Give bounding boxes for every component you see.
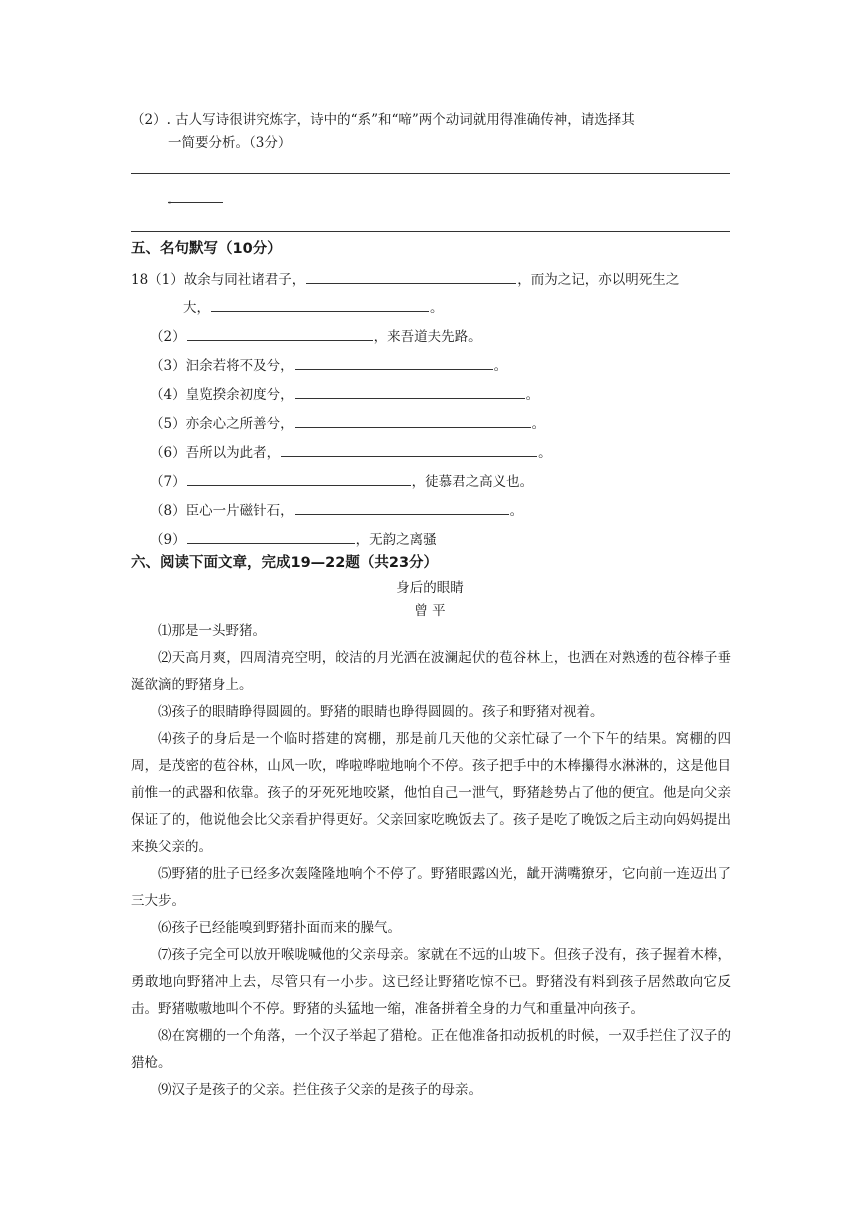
item-text-after: 。 [525,387,540,403]
answer-blank[interactable] [295,355,493,370]
answer-blank[interactable] [211,297,429,312]
dictation-item-3 [150,354,507,374]
item-text-after: ，而为之记，亦以明死生之 [517,272,680,288]
paragraph: ⑹孩子已经能嗅到野猪扑面而来的臊气。 [158,920,401,936]
paragraph: ⑺孩子完全可以放开喉咙喊他的父亲母亲。家就在不远的山坡下。但孩子没有，孩子握着木棒，勇敢地向野猪冲上去，尽管只有一小步。这已经让野猪吃惊不已。野猪没有料到孩子居然敢向它反击。野猪嗷嗷地叫个不停。野猪的头猛地一缩，准备拼着全身的力气和重量冲向孩子。 [131,947,731,1017]
item-text-before: 亦余心之所善兮， [185,416,294,432]
item-number: （7） [150,474,186,490]
paragraph: ⑶孩子的眼睛睁得圆圆的。野猪的眼睛也睁得圆圆的。孩子和野猪对视着。 [158,704,604,720]
item-text-after: ，来吾道夫先路。 [373,329,482,345]
answer-line-1 [131,173,730,174]
item-text-after: 。 [430,300,444,316]
answer-blank[interactable] [295,384,525,399]
item-number: （9） [150,532,186,548]
item-number: （4） [150,387,186,403]
answer-short-line [168,202,223,203]
dictation-item-9 [150,528,437,548]
item-text-before: 故余与同社诸君子， [183,272,306,288]
article-author: 曾 平 [414,603,446,619]
item-text-after: 。 [493,358,508,374]
item-number: （2） [150,329,186,345]
question-2-line1: （2）. 古人写诗很讲究炼字，诗中的“系”和“啼”两个动词就用得准确传神，请选择其 [131,112,635,128]
item-number: （5） [150,416,186,432]
answer-line-2 [131,231,730,232]
item-text-after: 。 [531,416,546,432]
paragraph: ⑷孩子的身后是一个临时搭建的窝棚，那是前几天他的父亲忙碌了一个下午的结果。窝棚的四周，是茂密的苞谷林，山风一吹，哗啦哗啦地响个不停。孩子把手中的木棒攥得水淋淋的，这是他目前惟一的武器和依靠。孩子的牙死死地咬紧，他怕自己一泄气，野猪趁势占了他的便宜。他是向父亲保证了的，他说他会比父亲看护得更好。父亲回家吃晚饭去了。孩子是吃了晚饭之后主动向妈妈提出来换父亲的。 [131,731,731,855]
item-text-after: ，徒慕君之高义也。 [411,474,534,490]
dictation-item-1-cont [183,296,444,316]
dictation-item-8 [150,499,523,519]
article-body [131,618,731,1104]
dictation-item-1 [131,268,679,288]
dictation-item-6 [150,441,552,461]
paragraph: ⑴那是一头野猪。 [158,623,266,639]
dictation-item-2 [150,325,482,345]
paragraph: ⑻在窝棚的一个角落，一个汉子举起了猎枪。正在他准备扣动扳机的时候，一双手拦住了汉子的猎枪。 [131,1028,731,1071]
dictation-item-5 [150,412,545,432]
section-5-title: 五、名句默写（10分） [131,241,282,257]
answer-blank[interactable] [306,269,516,284]
item-text-after: ，无韵之离骚 [355,532,437,548]
item-text-before: 汩余若将不及兮， [185,358,294,374]
answer-blank[interactable] [187,471,411,486]
paragraph: ⑼汉子是孩子的父亲。拦住孩子父亲的是孩子的母亲。 [158,1082,482,1098]
item-text-before: 臣心一片磁针石， [185,503,294,519]
dictation-item-4 [150,383,539,403]
answer-blank[interactable] [295,500,509,515]
item-number: （8） [150,503,186,519]
item-text-after: 。 [509,503,524,519]
item-number: （3） [150,358,186,374]
item-text-before: 吾所以为此者， [185,445,281,461]
section-6-title: 六、阅读下面文章，完成19—22题（共23分） [131,555,439,571]
article-title: 身后的眼睛 [396,580,464,596]
answer-blank[interactable] [187,529,355,544]
answer-blank[interactable] [187,326,373,341]
answer-blank[interactable] [295,413,531,428]
question-2-line2: 一简要分析。（3分） [168,135,292,151]
item-text-before: 大， [183,300,210,316]
answer-blank[interactable] [281,442,537,457]
item-text-before: 皇览揆余初度兮， [185,387,294,403]
answer-dot: 。 [168,196,178,206]
item-number: （6） [150,445,186,461]
dictation-item-7 [150,470,533,490]
item-text-after: 。 [538,445,552,461]
paragraph: ⑸野猪的肚子已经多次轰隆隆地响个不停了。野猪眼露凶光，龇开满嘴獠牙，它向前一连迈出了三大步。 [131,866,731,909]
item-number: 18（1） [131,272,184,288]
paragraph: ⑵天高月爽，四周清亮空明，皎洁的月光洒在波澜起伏的苞谷林上，也洒在对熟透的苞谷棒子垂涎欲滴的野猪身上。 [131,650,731,693]
